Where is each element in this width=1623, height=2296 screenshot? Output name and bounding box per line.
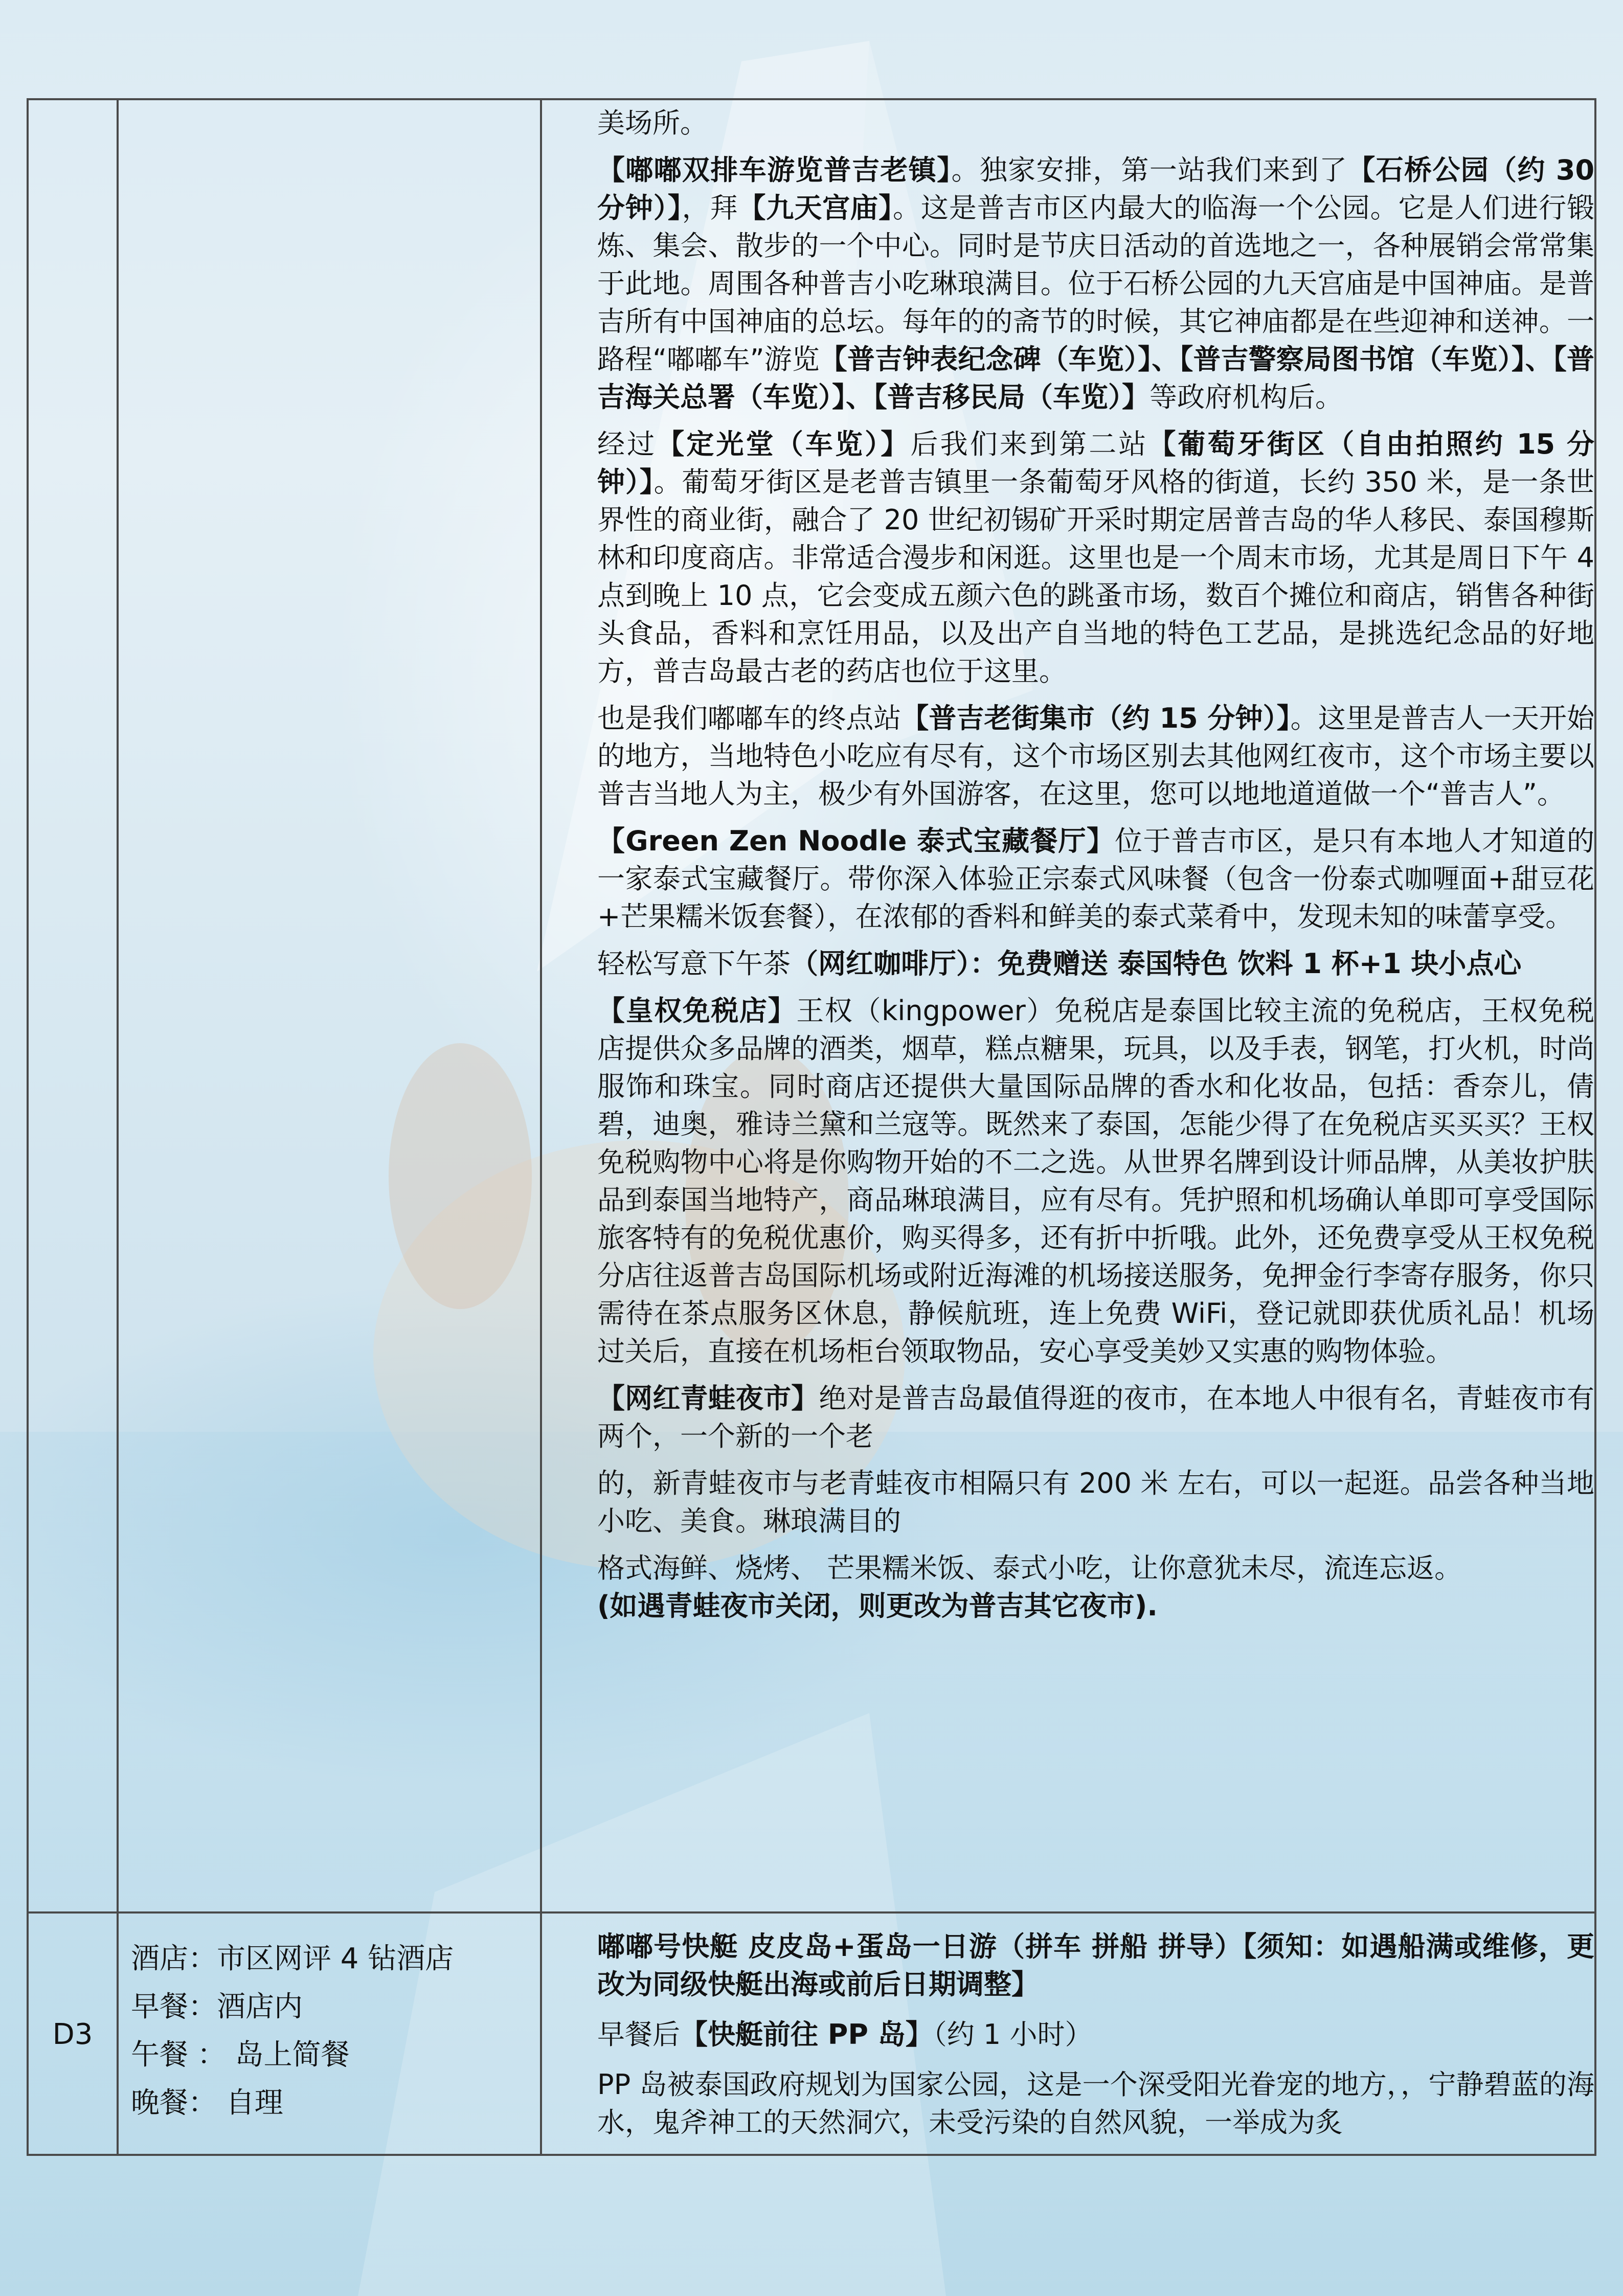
para-afternoon-tea: [597, 945, 1594, 983]
text-segment: 等政府机构后。: [1149, 381, 1343, 413]
text-segment: ，拜: [682, 192, 738, 224]
day3-ferry-line: [597, 2016, 1594, 2054]
lunch-info: 午餐 ： 岛上简餐: [131, 2038, 350, 2072]
bold-segment: 【普吉老街集市（约 15 分钟）】: [901, 702, 1291, 734]
bold-segment: 【石桥公园（约 30 分钟）】: [597, 154, 1595, 224]
bold-segment: 【九天宫庙】: [738, 192, 893, 224]
hotel-info: 酒店：市区网评 4 钻酒店: [131, 1942, 454, 1975]
text-segment: 王权（kingpower）免税店是泰国比较主流的免税店，王权免税店提供众多品牌的酒类，烟草，糕点糖果，玩具，以及手表，钢笔，打火机，时尚服饰和珠宝。同时商店还提供大量国际品牌的香水和化妆品，包括：香奈儿，倩碧，迪奥，雅诗兰黛和兰寇等。既然来了泰国，怎能少得了在免税店买买买？王权免税购物中心将是你购物开始的不二之选。从世界名牌到设计师品牌，从美妆护肤品到泰国当地特产，商品琳琅满目，应有尽有。凭护照和机场确认单即可享受国际旅客特有的免税优惠价，购买得多，还有折中折哦。此外，还免费享受从王权免税分店往返普吉岛国际机场或附近海滩的机场接送服务，免押金行李寄存服务，你只需待在茶点服务区休息，静候航班，连上免费 WiFi，登记就即获优质礼品！机场过关后，直接在机场柜台领取物品，安心享受美妙又实惠的购物体验。: [597, 995, 1594, 1367]
day3-pp-island-intro: PP 岛被泰国政府规划为国家公园，这是一个深受阳光眷宠的地方，，宁静碧蓝的海水，鬼斧神工的天然洞穴，未受污染的自然风貌，一举成为炙: [597, 2068, 1594, 2139]
row-divider: [29, 1911, 1594, 1914]
text-segment: 位于普吉市区，是只有本地人才知道的一家泰式宝藏餐厅。带你深入体验正宗泰式风味餐（包含一份泰式咖喱面+甜豆花+芒果糯米饭套餐），在浓郁的香料和鲜美的泰式菜肴中，发现未知的味蕾享受。: [597, 825, 1595, 933]
text-segment: 早餐后: [597, 2018, 680, 2051]
text-segment: 。这里是普吉人一天开始的地方，当地特色小吃应有尽有，这个市场区别去其他网红夜市，这个市场主要以普吉当地人为主，极少有外国游客，在这里，您可以地地道道做一个“普吉人”。: [597, 702, 1595, 810]
text-segment: 。独家安排，第一站我们来到了: [951, 154, 1348, 186]
day3-label: D3: [52, 2018, 93, 2051]
para-portuguese-street: [597, 425, 1594, 690]
bold-segment: 【Green Zen Noodle 泰式宝藏餐厅】: [597, 825, 1115, 857]
day3-title: 嘟嘟号快艇 皮皮岛+蛋岛一日游（拼车 拼船 拼导）【须知：如遇船满或维修，更改为同级快艇出海或前后日期调整】: [597, 1930, 1594, 2000]
text-segment: 。葡萄牙街区是老普吉镇里一条葡萄牙风格的街道，长约 350 米，是一条世界性的商业街，融合了 20 世纪初锡矿开采时期定居普吉岛的华人移民、泰国穆斯林和印度商店。非常适合漫步和闲逛。这里也是一个周末市场，尤其是周日下午 4 点到晚上 10 点，它会变成五颜六色的跳蚤市场，数百个摊位和商店，销售各种街头食品，香料和烹饪用品，以及出产自当地的特色工艺品，是挑选纪念品的好地方，普吉岛最古老的药店也位于这里。: [597, 466, 1594, 687]
bold-segment: 【定光堂（车览）】: [657, 428, 911, 460]
bold-segment: 【皇权免税店】: [597, 995, 797, 1027]
breakfast-info: 早餐：酒店内: [131, 1990, 303, 2023]
para-frog-market-note: (如遇青蛙夜市关闭，则更改为普吉其它夜市).: [597, 1590, 1158, 1622]
column-divider: [540, 100, 542, 2154]
bold-segment: （网红咖啡厅）：免费赠送 泰国特色 饮料 1 杯+1 块小点心: [791, 948, 1522, 980]
dinner-info: 晚餐： 自理: [131, 2086, 283, 2120]
para-intro-tail: 美场所。: [597, 107, 708, 139]
para-frog-market-cont: 的，新青蛙夜市与老青蛙夜市相隔只有 200 米 左右，可以一起逛。品尝各种当地小吃、美食。琳琅满目的: [597, 1467, 1594, 1537]
para-frog-market-food: 格式海鲜、烧烤、 芒果糯米饭、泰式小吃，让你意犹未尽，流连忘返。: [597, 1552, 1462, 1584]
itinerary-table: [27, 98, 1596, 2156]
text-segment: 经过: [597, 428, 657, 460]
column-divider: [117, 100, 119, 2154]
text-segment: 。这是普吉市区内最大的临海一个公园。它是人们进行锻炼、集会、散步的一个中心。同时是节庆日活动的首选地之一，各种展销会常常集于此地。周围各种普吉小吃琳琅满目。位于石桥公园的九天宫庙是中国神庙。是普吉所有中国神庙的总坛。每年的的斋节的时候，其它神庙都是在些迎神和送神。一路程“嘟嘟车”游览: [597, 192, 1595, 375]
para-king-power: [597, 992, 1594, 1370]
text-segment: 绝对是普吉岛最值得逛的夜市，在本地人中很有名，青蛙夜市有两个，一个新的一个老: [597, 1382, 1595, 1452]
text-segment: 后我们来到第二站: [910, 428, 1148, 460]
bold-segment: 【葡萄牙街区（自由拍照约 15 分钟）】: [597, 428, 1595, 498]
para-tuktuk-tour: [597, 151, 1594, 416]
day3-content-cell: [597, 1928, 1594, 2154]
text-segment: （约 1 小时）: [933, 2018, 1093, 2051]
bold-segment: 【快艇前往 PP 岛】: [680, 2018, 933, 2051]
para-green-zen-noodle: [597, 822, 1594, 936]
para-frog-market: [597, 1380, 1594, 1455]
bold-segment: 【网红青蛙夜市】: [597, 1382, 819, 1414]
text-segment: 轻松写意下午茶: [597, 948, 791, 980]
day2-content-cell: [597, 104, 1594, 1634]
para-old-town-market: [597, 700, 1594, 813]
text-segment: 也是我们嘟嘟车的终点站: [597, 702, 901, 734]
bold-segment: 【普吉钟表纪念碑（车览）】、【普吉警察局图书馆（车览）】、【普吉海关总署（车览）】、【普吉移民局（车览）】: [597, 343, 1595, 413]
day3-meals-cell: [131, 1935, 454, 2127]
bold-segment: 【嘟嘟双排车游览普吉老镇】: [597, 154, 952, 186]
